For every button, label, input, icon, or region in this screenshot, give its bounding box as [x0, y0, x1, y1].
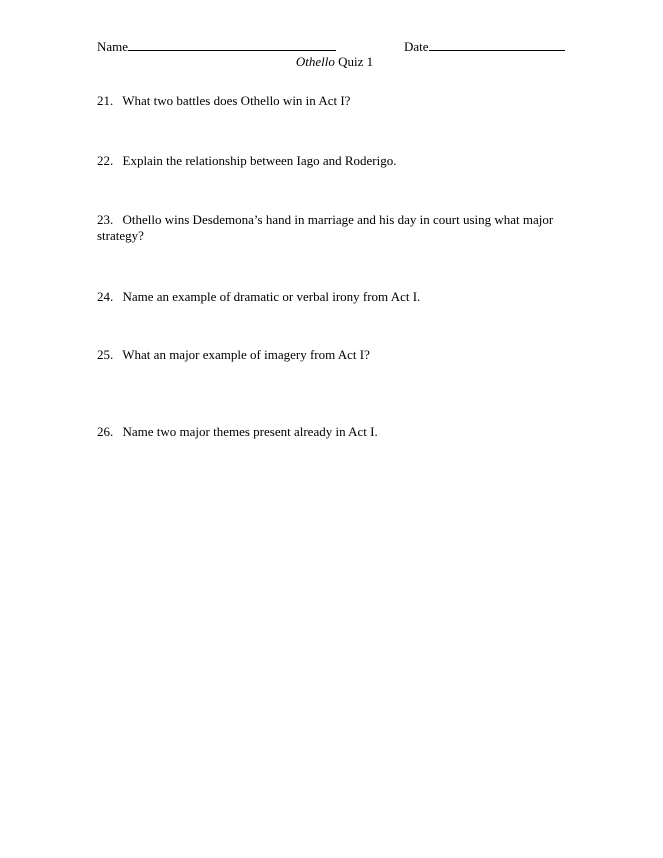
date-label: Date — [404, 39, 429, 54]
question-text: Othello wins Desdemona’s hand in marriage and his day in court using what major strategy? — [97, 212, 554, 243]
question-23 — [97, 212, 567, 244]
question-26 — [97, 424, 567, 440]
date-blank-line — [429, 38, 565, 51]
question-number: 24. — [97, 289, 114, 304]
question-21 — [97, 93, 567, 109]
quiz-title-rest: Quiz 1 — [334, 54, 374, 69]
question-number: 26. — [97, 424, 114, 439]
question-text: Name two major themes present already in Act I. — [122, 424, 378, 439]
question-number: 21. — [97, 93, 114, 108]
question-text: Explain the relationship between Iago and Roderigo. — [122, 153, 397, 168]
quiz-title-work: Othello — [295, 54, 335, 69]
date-field — [404, 38, 565, 55]
question-text: What two battles does Othello win in Act I? — [122, 93, 351, 108]
question-22 — [97, 153, 567, 169]
question-number: 23. — [97, 212, 114, 227]
question-number: 22. — [97, 153, 114, 168]
question-number: 25. — [97, 347, 114, 362]
question-25 — [97, 347, 567, 363]
quiz-title — [0, 54, 663, 70]
question-24 — [97, 289, 567, 305]
question-text: What an major example of imagery from Act I? — [122, 347, 370, 362]
name-label: Name — [97, 39, 129, 54]
name-field — [97, 38, 336, 55]
question-text: Name an example of dramatic or verbal irony from Act I. — [122, 289, 421, 304]
name-blank-line — [128, 38, 336, 51]
